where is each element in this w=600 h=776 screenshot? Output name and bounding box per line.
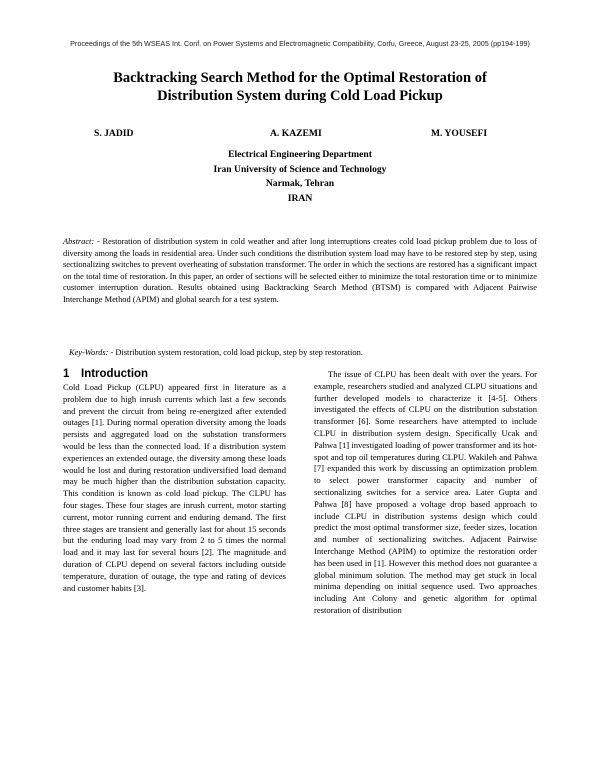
abstract — [63, 236, 537, 305]
author-kazemi: A. KAZEMI — [270, 128, 322, 139]
keywords-label: Key-Words: — [69, 348, 109, 357]
body-column-left: Cold Load Pickup (CLPU) appeared first in literature as a problem due to high inrush currents which last a few seconds and prevent the circuit from being re-energized after extended outages [1]. During normal operation diversity among the loads persists and aggregated load on the substation transformers would be less than the connected load. If a distribution system experiences an extended outage, the diversity among these loads would be lost and during restoration undiversified load demand may be much higher than the distribution substation capacity. This condition is known as cold load pickup. The CLPU has four stages. These four stages are inrush current, motor starting current, motor running current and enduring demand. The first three stages are transient and generally last for about 15 seconds but the enduring load may vary from 2 to 5 times the normal load and it may last for several hours [2]. The magnitude and duration of CLPU depend on several factors including outside temperature, duration of outage, the type and rating of devices and customer habits [3]. — [63, 382, 286, 593]
title-line-2: Distribution System during Cold Load Pickup — [157, 88, 443, 104]
affiliation-country: IRAN — [287, 192, 313, 204]
section-heading — [63, 368, 148, 380]
body-column-right: The issue of CLPU has been dealt with over the years. For example, researchers studied and analyzed CLPU situations and further developed models to characterize it [4-5]. Others investigated the effects of CLPU on the distribution substation transformer [6]. Some researchers have attempted to include CLPU in distribution system design. Specifically Ucak and Pahwa [1] investigated loading of power transformer and its hot-spot and top oil temperatures during CLPU. Wakileh and Pahwa [7] expanded this work by discussing an optimization problem to select power transformer capacity and number of sectionalizing switches for a service area. Later Gupta and Pahwa [8] have proposed a voltage drop based approach to include CLPU in distribution systems design which could predict the most optimal transformer size, feeder sizes, location and number of sectionalizing switches. Adjacent Pairwise Interchange Method (APIM) to optimize the restoration order has been used in [1]. However this method does not guarantee a global minimum solution. The method may get stuck in local minima depending on initial sequence used. Two approaches including Ant Colony and genetic algorithm for optimal restoration of distribution — [314, 369, 537, 615]
keywords — [69, 347, 537, 359]
affiliation — [100, 148, 500, 206]
affiliation-university: Iran University of Science and Technology — [213, 163, 387, 175]
keywords-text: - Distribution system restoration, cold load pickup, step by step restoration. — [108, 348, 363, 357]
affiliation-city: Narmak, Tehran — [265, 178, 335, 189]
section-title-text: Introduction — [81, 368, 149, 380]
author-yousefi: M. YOUSEFI — [431, 128, 488, 139]
abstract-text: - Restoration of distribution system in cold weather and after long interruptions creates cold load pickup problem due to loss of diversity among the loads in residential area. Under such conditions the distribution system load may have to be restored step by step, using sectionalizing switches to prevent overheating of substation transformer. The order in which the sections are restored has a significant impact on the total time of restoration. In this paper, an order of sections will be selected either to minimize the total restoration time or to minimize customer interruption duration. Results obtained using Backtracking Search Method (BTSM) is compared with Adjacent Pairwise Interchange Method (APIM) and global search for a test system. — [63, 237, 537, 304]
author-jadid: S. JADID — [94, 128, 134, 139]
affiliation-department: Electrical Engineering Department — [228, 149, 372, 160]
paper-title — [60, 69, 540, 105]
title-line-1: Backtracking Search Method for the Optimal Restoration of — [113, 70, 487, 86]
proceedings-header: Proceedings of the 5th WSEAS Int. Conf. on Power Systems and Electromagnetic Compatibility, Corfu, Greece, August 23-25, 2005 (pp194-199) — [70, 39, 530, 48]
abstract-label: Abstract: — [63, 237, 95, 246]
section-number: 1 — [63, 368, 70, 380]
